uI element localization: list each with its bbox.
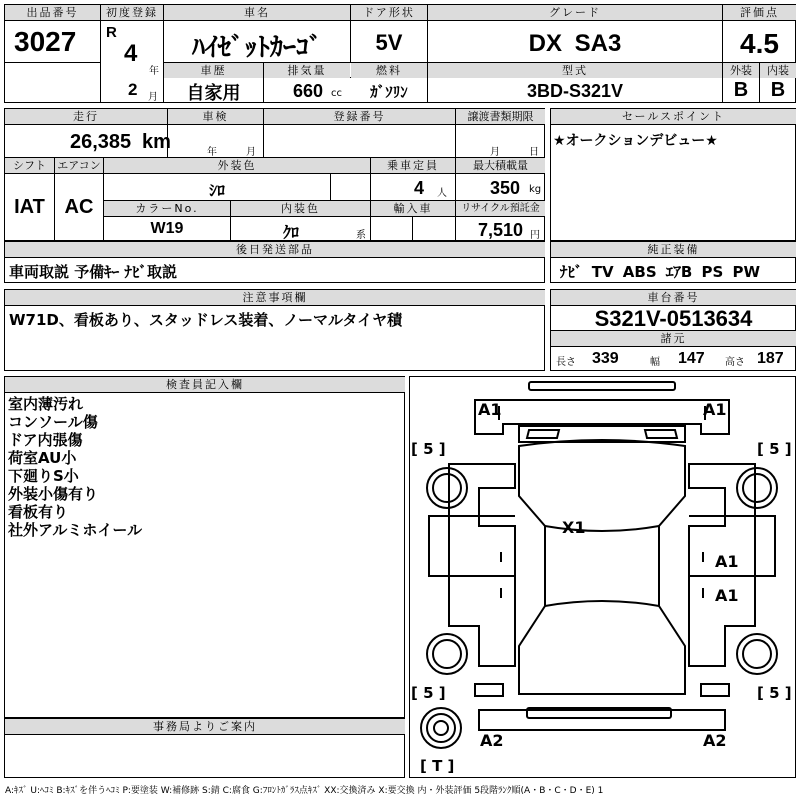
notes-label: 注意事項欄 [5, 290, 545, 305]
ext-score: B [733, 79, 749, 101]
load: 350 [490, 178, 521, 198]
height: 187 [757, 350, 784, 367]
first-reg-label: 初度登録 [101, 5, 163, 20]
inspector-note: 荷室AU小 [8, 449, 77, 467]
door-label: ドア形状 [351, 5, 427, 20]
int-color-unit: 系 [356, 230, 366, 241]
notes-text: W71D、看板あり、スタッドレス装着、ノーマルタイヤ積 [9, 311, 403, 329]
lot-number: 3027 [14, 26, 77, 57]
inspector-note: 室内薄汚れ [8, 395, 84, 413]
tire-rear-left: [ 5 ] [411, 684, 446, 702]
sales-point-label: セールスポイント [551, 109, 796, 124]
sales-point-box [550, 108, 796, 241]
reg-no-label: 登録番号 [264, 109, 455, 124]
inspection-label: 車検 [168, 109, 263, 124]
inspector-note: ドア内張傷 [8, 431, 83, 449]
fuel-label: 燃料 [351, 63, 427, 78]
damage-right-door-2: A1 [715, 586, 739, 605]
damage-rear-left: A2 [480, 731, 504, 750]
import-label: 輸入車 [371, 201, 455, 216]
car-name: ﾊｲｾﾞｯﾄｶｰｺﾞ [191, 33, 322, 63]
equipment-text: ﾅﾋﾞ TV ABS ｴｱB PS PW [560, 263, 761, 281]
int-color: ｸﾛ [282, 223, 299, 242]
int-color-label: 内装色 [231, 201, 370, 216]
tire-spare: [ T ] [420, 757, 455, 775]
inspection-year-unit: 年 [207, 147, 217, 158]
damage-front-right: A1 [703, 400, 727, 419]
car-diagram [409, 376, 796, 778]
ac: AC [64, 196, 94, 218]
ext-color-label: 外装色 [104, 158, 370, 173]
inspector-notes [8, 395, 142, 539]
recycle: 7,510 [478, 220, 524, 240]
grade-label: グレード [428, 5, 722, 20]
load-label: 最大積載量 [456, 158, 545, 173]
transfer-day-unit: 日 [529, 147, 539, 158]
mileage-label: 走行 [5, 109, 167, 124]
score-label: 評価点 [723, 5, 796, 20]
era: R [106, 24, 117, 41]
length: 339 [592, 350, 619, 367]
transfer-label: 譲渡書類期限 [456, 109, 545, 124]
dims-label: 諸元 [551, 331, 796, 346]
inspector-label: 検査員記入欄 [5, 377, 405, 392]
transfer-month-unit: 月 [490, 147, 500, 158]
lot-label: 出品番号 [5, 5, 100, 20]
mileage: 26,385 [70, 131, 132, 153]
inspector-note: 外装小傷有り [8, 485, 99, 503]
reg-year-unit: 年 [149, 66, 159, 77]
int-score: B [770, 79, 786, 101]
seats-label: 乗車定員 [371, 158, 455, 173]
damage-right-door-1: A1 [715, 552, 739, 571]
int-label: 内装 [760, 63, 796, 78]
damage-rear-right: A2 [703, 731, 727, 750]
score: 4.5 [740, 28, 779, 59]
shift-label: シフト [5, 158, 54, 173]
equipment-label: 純正装備 [551, 242, 796, 257]
reg-year: 4 [124, 40, 138, 67]
inspection-month-unit: 月 [246, 147, 256, 158]
door: 5V [375, 30, 403, 55]
inspector-note: コンソール傷 [8, 413, 98, 431]
grade: DX SA3 [528, 30, 622, 57]
inspector-note: 看板有り [8, 503, 69, 521]
parts-text: 車両取説 予備ｷｰ ﾅﾋﾞ取説 [9, 263, 177, 281]
ext-label: 外装 [723, 63, 759, 78]
tire-rear-right: [ 5 ] [757, 684, 792, 702]
tire-front-left: [ 5 ] [411, 440, 446, 458]
width-label: 幅 [650, 357, 660, 368]
ext-color: ｼﾛ [208, 181, 225, 200]
displacement: 660 [293, 81, 324, 101]
mileage-unit: km [142, 131, 171, 153]
recycle-unit: 円 [530, 230, 540, 241]
sales-point-text: ★オークションデビュー★ [553, 133, 718, 149]
displacement-label: 排気量 [264, 63, 350, 78]
inspector-note: 下廻りS小 [8, 467, 79, 485]
model: 3BD-S321V [526, 81, 624, 101]
parts-label: 後日発送部品 [5, 242, 545, 257]
inspector-note: 社外アルミホイール [8, 521, 143, 539]
height-label: 高さ [725, 357, 745, 368]
fuel: ｶﾞｿﾘﾝ [370, 83, 408, 101]
car-name-label: 車名 [164, 5, 350, 20]
seats: 4 [414, 178, 425, 198]
reg-month: 2 [128, 80, 138, 99]
ac-label: エアコン [55, 158, 103, 173]
color-no-label: カラーNo. [104, 201, 230, 216]
damage-front-left: A1 [478, 400, 502, 419]
chassis-label: 車台番号 [551, 290, 796, 305]
reg-month-unit: 月 [148, 92, 158, 103]
displacement-unit: cc [331, 88, 342, 99]
model-label: 型式 [428, 63, 722, 78]
length-label: 長さ [556, 357, 576, 368]
color-no: W19 [150, 220, 184, 237]
history-label: 車歴 [164, 63, 263, 78]
damage-roof: X1 [562, 518, 586, 537]
chassis-number: S321V-0513634 [594, 306, 753, 331]
load-unit: kg [529, 184, 542, 195]
history: 自家用 [186, 83, 241, 104]
recycle-label: リサイクル預託金 [456, 201, 545, 216]
seats-unit: 人 [437, 188, 447, 199]
legend: A:ｷｽﾞ U:ﾍｺﾐ B:ｷｽﾞを伴うﾍｺﾐ P:要塗装 W:補修跡 S:錆 C:腐食 G:ﾌﾛﾝﾄｶﾞﾗｽ点ｷｽﾞ XX:交換済み X:要交換 内・外装評価 5段階ﾗﾝｸ順(A・B・C・D・E) 1 [5, 786, 604, 796]
width: 147 [678, 350, 705, 367]
shift: IAT [14, 196, 45, 218]
office-label: 事務局よりご案内 [5, 719, 405, 734]
tire-front-right: [ 5 ] [757, 440, 792, 458]
